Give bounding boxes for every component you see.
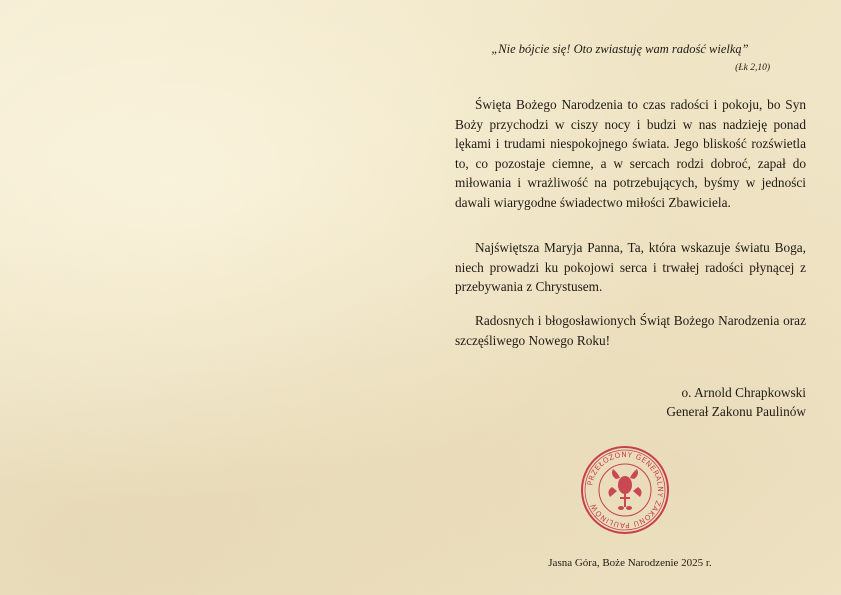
paragraph-text: Święta Bożego Narodzenia to czas radości i pokoju, bo Syn Boży przychodzi w ciszy nocy i budzi w nas nadzieję ponad lękami i trudami niespokojnego świata. Jego bliskość rozświetla to, co pozostaje ciemne, a w sercach rodzi dobroć, zapał do miłowania i wrażliwość na potrzebujących, byśmy w jedności dawali wiarygodne świadectwo miłości Zbawiciela. — [455, 97, 806, 210]
greeting-paragraph-2 — [455, 238, 806, 297]
signature-name: o. Arnold Chrapkowski — [681, 385, 806, 400]
paragraph-text: Radosnych i błogosławionych Świąt Bożego Narodzenia oraz szczęśliwego Nowego Roku! — [455, 313, 806, 348]
signature-title: Generał Zakonu Paulinów — [666, 404, 806, 419]
seal-icon — [580, 445, 670, 535]
official-seal-stamp — [580, 445, 670, 535]
paragraph-text: Najświętsza Maryja Panna, Ta, która wskazuje światu Boga, niech prowadzi ku pokojowi serca i trwałej radości płynącej z przebywania z Chrystusem. — [455, 240, 806, 295]
svg-text:PRZEŁOŻONY GENERALNY ZAKONU PA: PRZEŁOŻONY GENERALNY ZAKONU PAULINÓW — [585, 449, 666, 531]
epigraph-quote: „Nie bójcie się! Oto zwiastuję wam radość wielką” — [491, 42, 749, 56]
greeting-paragraph-3 — [455, 311, 806, 350]
greeting-paragraph-1 — [455, 95, 806, 213]
place-and-date: Jasna Góra, Boże Narodzenie 2025 r. — [548, 557, 712, 569]
epigraph-reference: (Łk 2,10) — [735, 63, 770, 73]
